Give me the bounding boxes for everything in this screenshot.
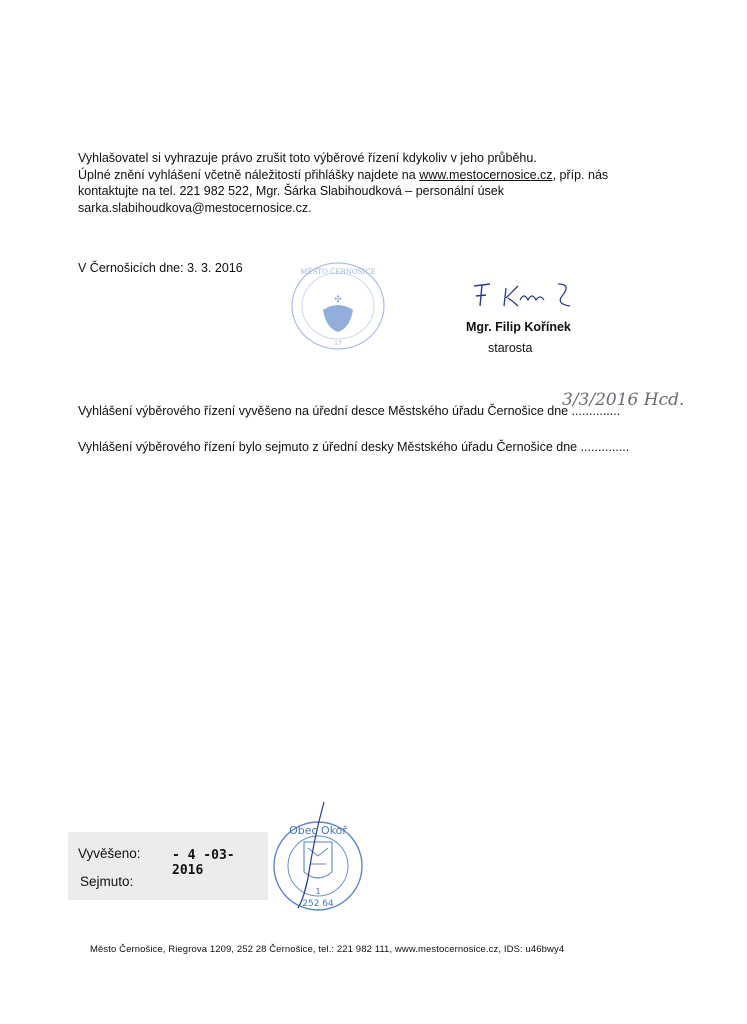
notice-posted-handwritten: 3/3/2016 Hcd. bbox=[562, 390, 685, 410]
body-paragraph bbox=[78, 150, 638, 216]
body-line-2: Úplné znění vyhlášení včetně náležitostí přihlášky najdete na www.mestocernosice.cz, příp. nás bbox=[78, 167, 609, 182]
city-seal-number: 17 bbox=[334, 340, 342, 347]
body-line-1: Vyhlašovatel si vyhrazuje právo zrušit toto výběrové řízení kdykoliv v jeho průběhu. bbox=[78, 151, 537, 165]
posting-stamp bbox=[68, 832, 268, 900]
city-seal-text: MĚSTO ČERNOŠICE bbox=[300, 268, 376, 276]
body-line-4: sarka.slabihoudkova@mestocernosice.cz. bbox=[78, 200, 312, 215]
okor-seal bbox=[268, 798, 368, 918]
signature-image bbox=[470, 276, 590, 312]
okor-seal-text: Obec Okoř bbox=[289, 824, 347, 837]
notice-posted: Vyhlášení výběrového řízení vyvěšeno na úřední desce Městského úřadu Černošice dne .............. bbox=[78, 404, 621, 418]
signatory-name: Mgr. Filip Kořínek bbox=[466, 320, 571, 334]
place-date: V Černošicích dne: 3. 3. 2016 bbox=[78, 261, 243, 275]
removed-label: Sejmuto: bbox=[80, 874, 134, 889]
website-link[interactable]: www.mestocernosice.cz bbox=[419, 167, 553, 182]
city-seal bbox=[288, 260, 388, 352]
footer-address: Město Černošice, Riegrova 1209, 252 28 Černošice, tel.: 221 982 111, www.mestocernosice.cz, IDS: u46bwy4 bbox=[90, 944, 565, 955]
posted-label: Vyvěšeno: bbox=[78, 846, 141, 861]
okor-seal-number: 1 bbox=[315, 887, 321, 896]
posted-date: - 4 -03- 2016 bbox=[172, 848, 235, 878]
signatory-role: starosta bbox=[488, 341, 533, 355]
svg-text:✣: ✣ bbox=[334, 295, 342, 305]
okor-seal-zip: 252 64 bbox=[302, 899, 334, 909]
signature-handwriting: F. Kořínek bbox=[470, 276, 475, 277]
body-line-3: kontaktujte na tel. 221 982 522, Mgr. Šárka Slabihoudková – personální úsek bbox=[78, 184, 504, 198]
notice-removed: Vyhlášení výběrového řízení bylo sejmuto z úřední desky Městského úřadu Černošice dne .............. bbox=[78, 440, 630, 454]
